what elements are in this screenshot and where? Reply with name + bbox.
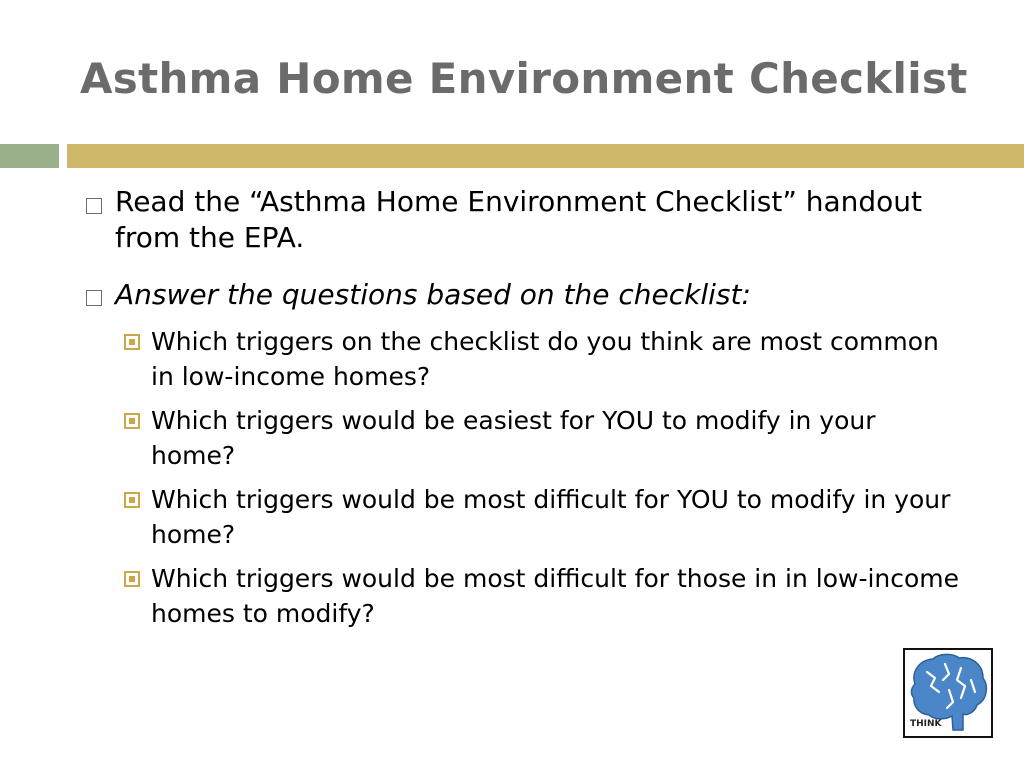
bullet-square-icon [86, 290, 102, 306]
sub-bullet-text-difficult-low-income: Which triggers would be most difficult for those in in low-income homes to modify? [151, 564, 960, 628]
logo-label: THINK [910, 719, 942, 729]
think-logo [903, 648, 993, 738]
slide-title: Asthma Home Environment Checklist [80, 54, 968, 103]
sub-bullet-square-icon [124, 334, 140, 350]
sub-bullet-square-icon [124, 413, 140, 429]
bullet-text-answer-questions: Answer the questions based on the checklist: [115, 278, 751, 311]
sub-bullet-text-difficult-own-home: Which triggers would be most difficult for YOU to modify in your home? [151, 485, 951, 549]
sub-bullet-square-icon [124, 492, 140, 508]
bullet-square-icon [86, 198, 102, 214]
sub-bullet-text-easiest-triggers: Which triggers would be easiest for YOU to modify in your home? [151, 406, 876, 470]
brain-icon [905, 650, 991, 736]
sub-bullet-text-common-triggers: Which triggers on the checklist do you think are most common in low-income homes? [151, 327, 939, 391]
sub-bullet-square-icon [124, 571, 140, 587]
bullet-text-read-handout: Read the “Asthma Home Environment Checklist” handout from the EPA. [115, 185, 923, 254]
